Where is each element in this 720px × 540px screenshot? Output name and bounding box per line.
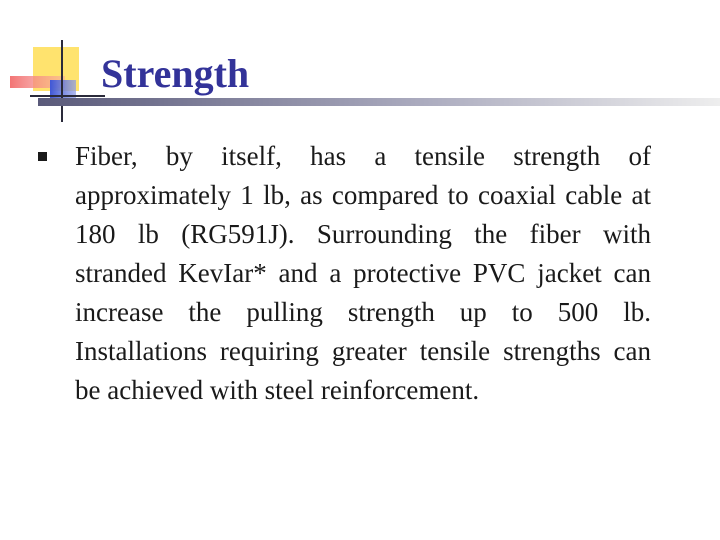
- slide-logo: [0, 0, 110, 130]
- title-underline: [38, 98, 720, 106]
- bullet-text: Fiber, by itself, has a tensile strength of approximately 1 lb, as compared to coaxial cable at 180 lb (RG591J). Surrounding the fiber with stranded KevIar* and a protective PVC jacket can increase the pulling strength up to 500 lb. Installations requiring greater tensile strengths can be achieved with steel reinforcement.: [75, 141, 651, 405]
- square-bullet-icon: [38, 152, 47, 161]
- slide-title: Strength: [101, 51, 250, 96]
